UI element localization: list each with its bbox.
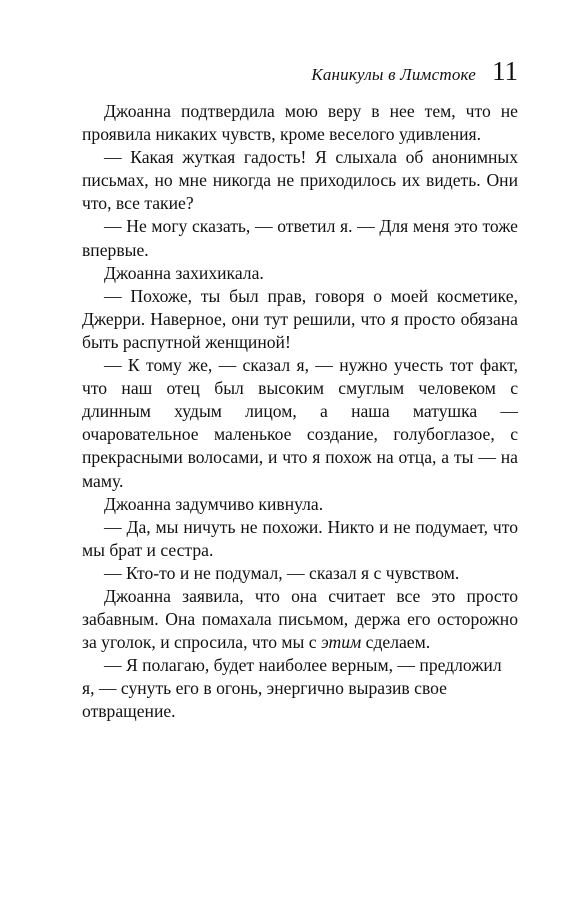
- body-text: [82, 100, 518, 724]
- paragraph: — Кто-то и не подумал, — сказал я с чувством.: [104, 562, 460, 583]
- paragraph: — К тому же, — сказал я, — нужно учесть тот факт, что наш отец был высоким смуглым человеком с длинным худым лицом, а наша матушка — очаровательное маленькое создание, голубоглазое, с прекрасными волосами, и что я похож на отца, а ты — на маму.: [82, 355, 518, 491]
- paragraph: — Я полагаю, будет наиболее верным, — предложил я, — сунуть его в огонь, энергично выразив свое отвращение.: [82, 655, 502, 722]
- paragraph-text: Джоанна заявила, что она считает все это просто забавным. Она помахала письмом, держа его осторожно за уголок, и спросила, что мы с: [82, 585, 518, 653]
- paragraph: — Похоже, ты был прав, говоря о моей косметике, Джерри. Наверное, они тут решили, что я просто обязана быть распутной женщиной!: [82, 285, 518, 352]
- paragraph: Джоанна задумчиво кивнула.: [104, 493, 324, 514]
- running-head: [311, 56, 518, 87]
- running-title: Каникулы в Лимстоке: [311, 65, 476, 84]
- paragraph: — Не могу сказать, — ответил я. — Для меня это тоже впервые.: [82, 216, 518, 260]
- paragraph: — Да, мы ничуть не похожи. Никто и не подумает, что мы брат и сестра.: [82, 516, 518, 560]
- paragraph: Джоанна захихикала.: [104, 262, 264, 283]
- paragraph-text: сделаем.: [361, 632, 431, 653]
- page-number: 11: [492, 56, 518, 86]
- paragraph: [82, 585, 518, 654]
- emphasized-word: этим: [320, 632, 362, 653]
- paragraph: — Какая жуткая гадость! Я слыхала об анонимных письмах, но мне никогда не приходилось их видеть. Они что, все такие?: [82, 147, 518, 214]
- paragraph: Джоанна подтвердила мою веру в нее тем, что не проявила никаких чувств, кроме веселого удивления.: [82, 101, 518, 145]
